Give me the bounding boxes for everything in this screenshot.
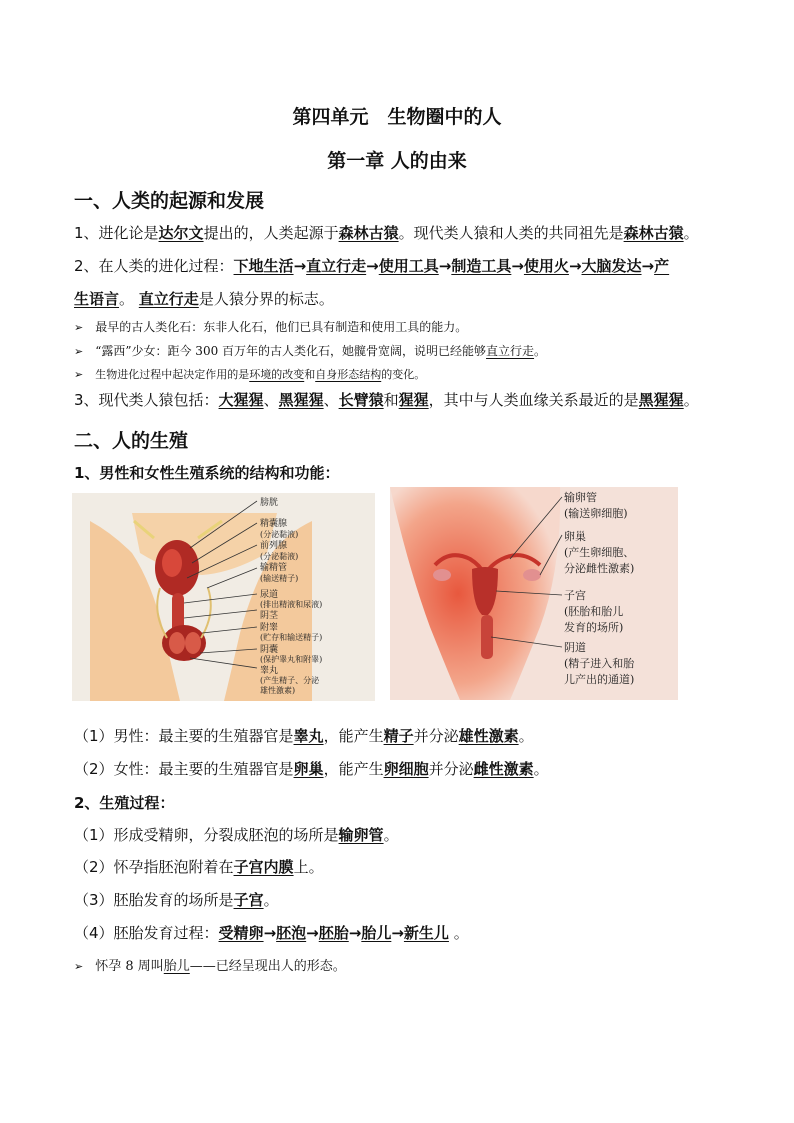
chapter-title: 第一章 人的由来 bbox=[327, 150, 467, 172]
svg-text:(胚胎和胎儿: (胚胎和胎儿 bbox=[564, 605, 624, 618]
para-evolution: 1、进化论是达尔文提出的，人类起源于森林古猿。现代类人猿和人类的共同祖先是森林古猿。 bbox=[74, 224, 699, 242]
svg-text:(精子进入和胎: (精子进入和胎 bbox=[564, 657, 635, 670]
female-label-uterus: 子宫 bbox=[564, 589, 586, 602]
female-illustration bbox=[390, 487, 678, 700]
subheading-structure: 1、男性和女性生殖系统的结构和功能： bbox=[74, 464, 340, 482]
male-label-urethra: 尿道 bbox=[260, 590, 279, 600]
male-illustration bbox=[72, 493, 375, 701]
svg-text:(产生卵细胞、: (产生卵细胞、 bbox=[564, 546, 635, 559]
proc-step-3: （3）胚胎发育的场所是子宫。 bbox=[74, 891, 279, 909]
bullet-arrow-icon: ➢ bbox=[74, 368, 84, 381]
female-label-vagina: 阴道 bbox=[564, 641, 586, 654]
male-label-testis: 睾丸 bbox=[260, 666, 279, 676]
svg-text:(产生精子、分泌: (产生精子、分泌 bbox=[260, 676, 320, 685]
note-evolution-factor: ➢ 生物进化过程中起决定作用的是环境的改变和自身形态结构的变化。 bbox=[74, 368, 426, 381]
male-label-seminal-vesicle: 精囊腺 bbox=[260, 519, 288, 529]
note-lucy: ➢ “露西”少女：距今 300 百万年的古人类化石，她髋骨宽阔，说明已经能够直立行走。 bbox=[74, 344, 547, 358]
male-label-penis: 阴茎 bbox=[260, 611, 279, 621]
para-female: （2）女性：最主要的生殖器官是卵巢，能产生卵细胞并分泌雌性激素。 bbox=[74, 760, 549, 778]
female-reproductive-diagram bbox=[390, 487, 678, 700]
note-fetus: ➢ 怀孕 8 周叫胎儿——已经呈现出人的形态。 bbox=[74, 959, 346, 974]
male-label-epididymis: 附睾 bbox=[260, 623, 279, 633]
male-label-vas-deferens: 输精管 bbox=[260, 563, 288, 573]
svg-text:(保护睾丸和附睾): (保护睾丸和附睾) bbox=[260, 655, 323, 664]
svg-text:(分泌黏液): (分泌黏液) bbox=[260, 552, 299, 561]
proc-step-4: （4）胚胎发育过程：受精卵→胚泡→胚胎→胎儿→新生儿 。 bbox=[74, 924, 469, 942]
male-label-scrotum: 阴囊 bbox=[260, 645, 279, 655]
svg-text:雄性激素): 雄性激素) bbox=[260, 686, 296, 695]
subheading-process: 2、生殖过程： bbox=[74, 794, 175, 812]
svg-text:儿产出的通道): 儿产出的通道) bbox=[564, 673, 635, 686]
para-process-line2: 生语言。 直立行走是人猿分界的标志。 bbox=[74, 290, 334, 308]
female-label-fallopian-tube: 输卵管 bbox=[564, 491, 597, 504]
bullet-arrow-icon: ➢ bbox=[74, 321, 84, 334]
male-label-prostate: 前列腺 bbox=[260, 541, 288, 551]
svg-text:分泌雌性激素): 分泌雌性激素) bbox=[564, 562, 635, 575]
svg-text:(分泌黏液): (分泌黏液) bbox=[260, 530, 299, 539]
svg-text:(输送卵细胞): (输送卵细胞) bbox=[564, 507, 628, 520]
male-reproductive-diagram bbox=[72, 493, 375, 701]
para-apes: 3、现代类人猿包括：大猩猩、黑猩猩、长臂猿和猩猩，其中与人类血缘关系最近的是黑猩猩。 bbox=[74, 391, 699, 409]
svg-text:(贮存和输送精子): (贮存和输送精子) bbox=[260, 633, 323, 642]
note-earliest-fossil: ➢ 最早的古人类化石：东非人化石，他们已具有制造和使用工具的能力。 bbox=[74, 320, 468, 334]
female-label-ovary: 卵巢 bbox=[564, 530, 586, 543]
para-male: （1）男性：最主要的生殖器官是睾丸，能产生精子并分泌雄性激素。 bbox=[74, 727, 534, 745]
section2-heading: 二、人的生殖 bbox=[74, 430, 189, 452]
svg-text:(输送精子): (输送精子) bbox=[260, 574, 299, 583]
bullet-arrow-icon: ➢ bbox=[74, 345, 84, 358]
proc-step-1: （1）形成受精卵，分裂成胚泡的场所是输卵管。 bbox=[74, 826, 399, 844]
svg-text:(排出精液和尿液): (排出精液和尿液) bbox=[260, 600, 323, 609]
svg-text:发育的场所): 发育的场所) bbox=[564, 621, 624, 634]
male-label-bladder: 膀胱 bbox=[260, 498, 279, 508]
para-process-line1: 2、在人类的进化过程：下地生活→直立行走→使用工具→制造工具→使用火→大脑发达→产 bbox=[74, 257, 670, 275]
bullet-arrow-icon: ➢ bbox=[74, 960, 84, 973]
proc-step-2: （2）怀孕指胚泡附着在子宫内膜上。 bbox=[74, 858, 324, 876]
unit-title: 第四单元 生物圈中的人 bbox=[292, 106, 502, 128]
section1-heading: 一、人类的起源和发展 bbox=[74, 190, 265, 212]
